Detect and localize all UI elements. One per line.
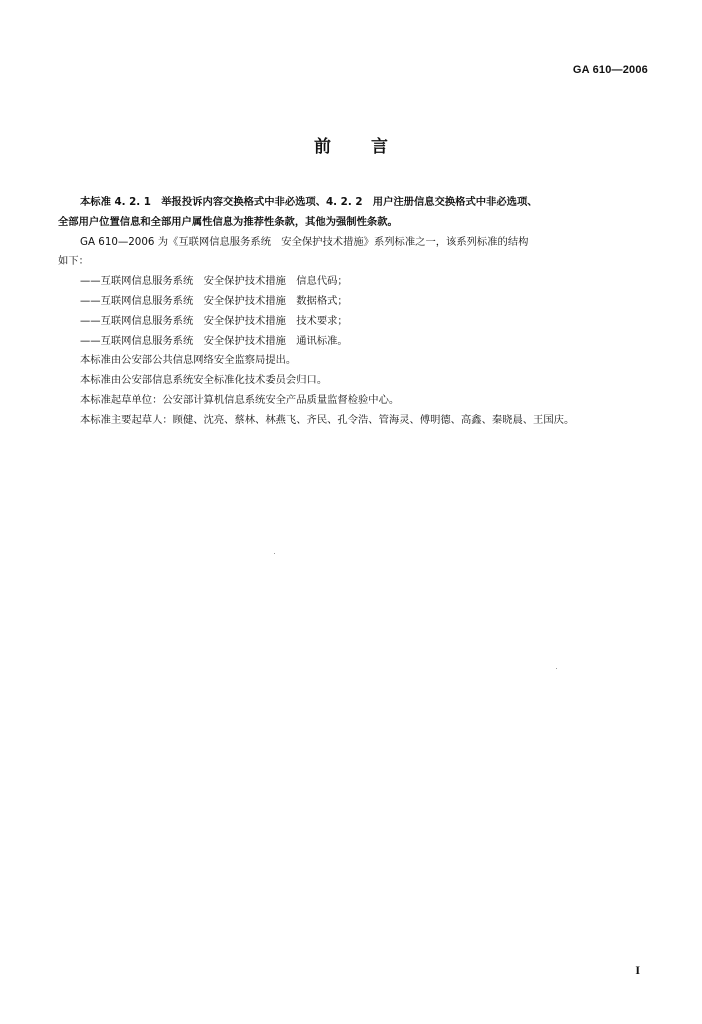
series-item-name: 互联网信息服务系统 (100, 334, 194, 347)
paragraph-2-line-2: 如下： (58, 255, 89, 268)
paragraph-1-line-2: 全部用户位置信息和全部用户属性信息为推荐性条款，其他为强制性条款。 (58, 215, 398, 228)
series-item-sep (286, 275, 296, 287)
series-item-sep (193, 295, 203, 307)
series-item-sep (286, 315, 296, 327)
page-title: 前言 (314, 137, 428, 157)
page-number: I (635, 963, 640, 977)
series-item (58, 292, 658, 312)
scan-speck (274, 553, 275, 554)
series-item-dash: —— (80, 314, 101, 327)
foreword-body (58, 193, 658, 431)
series-item-part: 信息代码； (296, 275, 348, 288)
series-item-name: 互联网信息服务系统 (100, 275, 194, 288)
series-item-dash: —— (80, 275, 101, 288)
series-item-measure: 安全保护技术措施 (203, 275, 286, 288)
series-item-part: 数据格式； (296, 294, 348, 307)
series-item-sep (193, 315, 203, 327)
series-item-name: 互联网信息服务系统 (100, 314, 194, 327)
series-item-measure: 安全保护技术措施 (203, 334, 286, 347)
drafters-line: 本标准主要起草人：顾健、沈亮、蔡林、林燕飞、齐民、孔令浩、管海灵、傅明德、高鑫、秦晓晨、王国庆。 (80, 413, 575, 426)
scan-speck (556, 668, 557, 669)
series-item (58, 272, 658, 292)
series-item-name: 互联网信息服务系统 (100, 294, 194, 307)
series-item-part: 技术要求； (296, 314, 348, 327)
series-item-measure: 安全保护技术措施 (203, 314, 286, 327)
series-item-measure: 安全保护技术措施 (203, 294, 286, 307)
series-item-sep (286, 295, 296, 307)
drafting-unit-line: 本标准起草单位：公安部计算机信息系统安全产品质量监督检验中心。 (80, 393, 400, 406)
series-item (58, 332, 658, 352)
series-item-sep (193, 335, 203, 347)
document-code: GA 610—2006 (572, 64, 648, 76)
proposed-by-line: 本标准由公安部公共信息网络安全监察局提出。 (80, 354, 297, 367)
series-item-dash: —— (80, 294, 101, 307)
managed-by-line: 本标准由公安部信息系统安全标准化技术委员会归口。 (80, 374, 328, 387)
paragraph-1-line-1: 本标准 4. 2. 1 举报投诉内容交换格式中非必选项、4. 2. 2 用户注册信息交换格式中非必选项、 (80, 196, 538, 208)
paragraph-2-line-1: GA 610—2006 为《互联网信息服务系统 安全保护技术措施》系列标准之一，该系列标准的结构 (80, 235, 529, 248)
series-item (58, 312, 658, 332)
series-item-part: 通讯标准。 (296, 334, 348, 347)
series-item-dash: —— (80, 334, 101, 347)
series-item-sep (193, 275, 203, 287)
series-item-sep (286, 335, 296, 347)
